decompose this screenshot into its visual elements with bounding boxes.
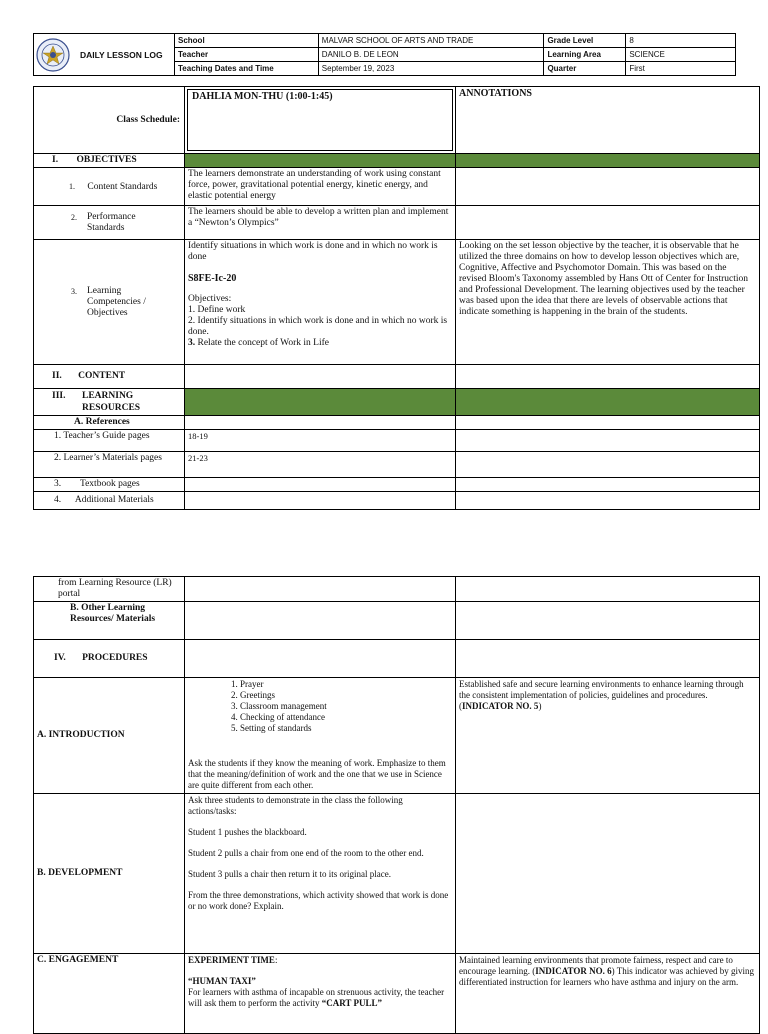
section-fill xyxy=(185,389,456,416)
opening-steps-list xyxy=(188,679,452,734)
section-title: LEARNING RESOURCES xyxy=(82,391,141,413)
content-standards-text: The learners demonstrate an understanding of work using constant force, power, gravitational potential energy, kinetic energy, and elastic potential energy xyxy=(185,168,456,206)
list-item: 4. Checking of attendance xyxy=(240,712,452,723)
competency-intro: Identify situations in which work is done and in which no work is done xyxy=(188,241,438,262)
schedule-text: DAHLIA MON-THU (1:00-1:45) xyxy=(192,91,333,102)
introduction-text: Ask the students if they know the meaning of work. Emphasize to them that the meaning/definition of work and the one that we use in Science are quite different from each other. xyxy=(188,758,446,790)
header-table xyxy=(174,33,736,76)
introduction-annotation: Established safe and secure learning environments to enhance learning through the consistent implementation of policies, guidelines and procedures. (INDICATOR NO. 5) xyxy=(459,679,744,711)
list-item: 3. Classroom management xyxy=(240,701,452,712)
header-value: SCIENCE xyxy=(626,48,736,62)
item-label: Learning Competencies / Objectives xyxy=(87,285,146,318)
header-label: School xyxy=(175,34,319,48)
header-label: Teacher xyxy=(175,48,319,62)
list-item: 1. Prayer xyxy=(240,679,452,690)
lr-portal-row xyxy=(34,577,760,602)
deped-seal-icon xyxy=(36,38,70,72)
header-value: 8 xyxy=(626,34,736,48)
lm-value: 21-23 xyxy=(185,452,456,478)
performance-standards-row xyxy=(34,206,760,240)
header-label: Learning Area xyxy=(544,48,626,62)
development-row xyxy=(34,794,760,954)
procedures-row xyxy=(34,640,760,678)
engagement-text: For learners with asthma of incapable on strenuous activity, the teacher will ask them to perform the activity “CART PULL” xyxy=(188,987,445,1008)
development-p1: Ask three students to demonstrate in the class the following actions/tasks: xyxy=(188,795,403,816)
textbook-row xyxy=(34,478,760,492)
additional-value xyxy=(185,492,456,510)
textbook-label: 3. Textbook pages xyxy=(34,478,185,492)
header-value: First xyxy=(626,62,736,76)
introduction-label: A. INTRODUCTION xyxy=(34,678,185,794)
lm-label: 2. Learner’s Materials pages xyxy=(34,452,185,478)
section-title: PROCEDURES xyxy=(82,653,148,663)
lr-portal-label: from Learning Resource (LR) portal xyxy=(34,577,185,602)
section-number: IV. xyxy=(54,653,66,663)
development-label: B. DEVELOPMENT xyxy=(34,794,185,954)
textbook-value xyxy=(185,478,456,492)
header-row-dates xyxy=(175,62,736,76)
other-resources-row xyxy=(34,602,760,640)
header-logo-cell xyxy=(33,33,175,76)
item-number: 1. xyxy=(69,181,75,191)
tg-label: 1. Teacher’s Guide pages xyxy=(34,430,185,452)
introduction-row xyxy=(34,678,760,794)
objectives-row xyxy=(34,154,760,168)
header-value: DANILO B. DE LEON xyxy=(318,48,544,62)
competency-code: S8FE-Ic-20 xyxy=(188,273,237,284)
lesson-table-page2 xyxy=(33,576,760,1034)
content-standards-row xyxy=(34,168,760,206)
header-value: MALVAR SCHOOL OF ARTS AND TRADE xyxy=(318,34,544,48)
performance-standards-text: The learners should be able to develop a written plan and implement a “Newton’s Olympics” xyxy=(185,206,456,240)
development-p5: From the three demonstrations, which activity showed that work is done or no work done? Explain. xyxy=(188,890,449,911)
other-resources-label: B. Other Learning Resources/ Materials xyxy=(70,603,156,624)
engagement-row: C. ENGAGEMENT EXPERIMENT TIME: “HUMAN TAXI” For learners with asthma of incapable on strenuous activity, the teacher will ask them to perform the activity “CART PULL” Maintained learning environments that promote fairness, respect and care to encourage learning. (INDICATOR NO. 6) This indicator was achieved by giving differentiated instruction for learners who have asthma and injury on the arm. xyxy=(34,954,760,1034)
section-number: III. xyxy=(52,391,66,401)
objective-2: 2. Identify situations in which work is done and in which no work is done. xyxy=(188,316,448,337)
tg-row xyxy=(34,430,760,452)
competencies-row xyxy=(34,240,760,365)
header-label: Quarter xyxy=(544,62,626,76)
human-taxi-title: “HUMAN TAXI” xyxy=(188,976,256,986)
additional-row xyxy=(34,492,760,510)
development-p3: Student 2 pulls a chair from one end of the room to the other end. xyxy=(188,848,424,858)
section-title: CONTENT xyxy=(78,371,126,381)
experiment-title: EXPERIMENT TIME xyxy=(188,955,275,965)
competency-annotation: Looking on the set lesson objective by the teacher, it is observable that he utilized the three domains on how to develop lesson objectives which are, Cognitive, Affective and Psychomotor Domain. This was based on the revised Bloom's Taxonomy assembled by Hans Ott of Center for Instruction and Professional Development. The learning objectives used by the teacher was based upon the idea that there are levels of observable actions that indicate something is happening in the brain of the students. xyxy=(459,241,748,317)
header-row-teacher xyxy=(175,48,736,62)
engagement-annotation: Maintained learning environments that promote fairness, respect and care to encourage learning. (INDICATOR NO. 6) This indicator was achieved by giving differentiated instruction for learners who have asthma and injury on the arm. xyxy=(459,955,754,987)
annotations-header: ANNOTATIONS xyxy=(459,88,532,99)
list-item: 5. Setting of standards xyxy=(240,723,452,734)
development-p4: Student 3 pulls a chair then return it to its original place. xyxy=(188,869,391,879)
additional-label: 4. Additional Materials xyxy=(34,492,185,510)
learning-resources-row xyxy=(34,389,760,416)
item-number: 2. xyxy=(71,212,77,222)
header-label: Grade Level xyxy=(544,34,626,48)
lesson-table-page1 xyxy=(33,86,760,510)
item-number: 3. xyxy=(71,286,77,296)
objective-1: 1. Define work xyxy=(188,305,246,315)
section-number: I. xyxy=(52,155,59,165)
engagement-label: C. ENGAGEMENT xyxy=(34,954,185,1034)
dll-title: DAILY LESSON LOG xyxy=(80,50,163,60)
references-label: A. References xyxy=(34,416,185,430)
section-fill xyxy=(456,389,760,416)
class-schedule-label: Class Schedule: xyxy=(116,114,180,125)
class-schedule-row xyxy=(34,87,760,154)
content-row xyxy=(34,365,760,389)
header-row-school xyxy=(175,34,736,48)
section-number: II. xyxy=(52,371,62,381)
item-label: Performance Standards xyxy=(87,211,136,233)
section-fill xyxy=(185,154,456,168)
list-item: 2. Greetings xyxy=(240,690,452,701)
item-label: Content Standards xyxy=(87,181,158,192)
objective-3: 3. Relate the concept of Work in Life xyxy=(188,338,329,348)
section-title: OBJECTIVES xyxy=(76,155,137,165)
lm-row xyxy=(34,452,760,478)
header-value: September 19, 2023 xyxy=(318,62,544,76)
header-label: Teaching Dates and Time xyxy=(175,62,319,76)
tg-value: 18-19 xyxy=(185,430,456,452)
objectives-label: Objectives: xyxy=(188,294,232,304)
development-p2: Student 1 pushes the blackboard. xyxy=(188,827,307,837)
references-row xyxy=(34,416,760,430)
section-fill xyxy=(456,154,760,168)
